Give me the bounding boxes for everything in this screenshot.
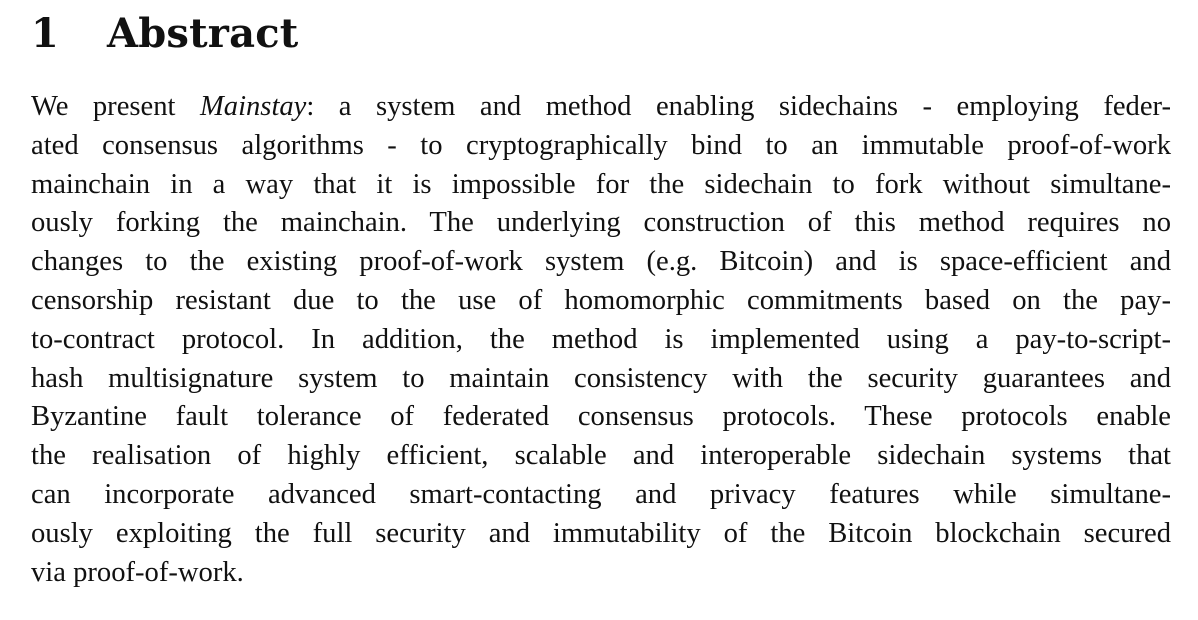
paragraph-line: mainchain in a way that it is impossible for the sidechain to fork without simultane- (31, 168, 1171, 200)
paragraph-line: to-contract protocol. In addition, the method is implemented using a pay-to-script- (31, 323, 1171, 355)
line-text-pre: We present (31, 91, 200, 122)
paragraph-line (31, 88, 1171, 127)
system-name-emphasis: Mainstay (199, 91, 307, 122)
abstract-paragraph (31, 88, 1171, 592)
paragraph-line-last: via proof-of-work. (31, 556, 244, 588)
section-number: 1 (31, 10, 60, 57)
section-title: Abstract (107, 10, 299, 57)
paragraph-line: ously exploiting the full security and immutability of the Bitcoin blockchain secured (31, 517, 1171, 549)
paragraph-line: changes to the existing proof-of-work system (e.g. Bitcoin) and is space-efficient and (31, 246, 1171, 278)
paragraph-line: the realisation of highly efficient, scalable and interoperable sidechain systems that (31, 440, 1171, 472)
paragraph-line: can incorporate advanced smart-contacting and privacy features while simultane- (31, 478, 1171, 510)
paragraph-line: ated consensus algorithms - to cryptographically bind to an immutable proof-of-work (31, 129, 1171, 161)
paragraph-line: censorship resistant due to the use of homomorphic commitments based on the pay- (31, 284, 1171, 316)
line-text-post: : a system and method enabling sidechains - employing feder- (306, 91, 1171, 122)
paragraph-line: Byzantine fault tolerance of federated consensus protocols. These protocols enable (31, 401, 1171, 433)
paragraph-line: ously forking the mainchain. The underlying construction of this method requires no (31, 207, 1171, 239)
paragraph-line: hash multisignature system to maintain consistency with the security guarantees and (31, 362, 1171, 394)
section-heading (31, 10, 298, 58)
